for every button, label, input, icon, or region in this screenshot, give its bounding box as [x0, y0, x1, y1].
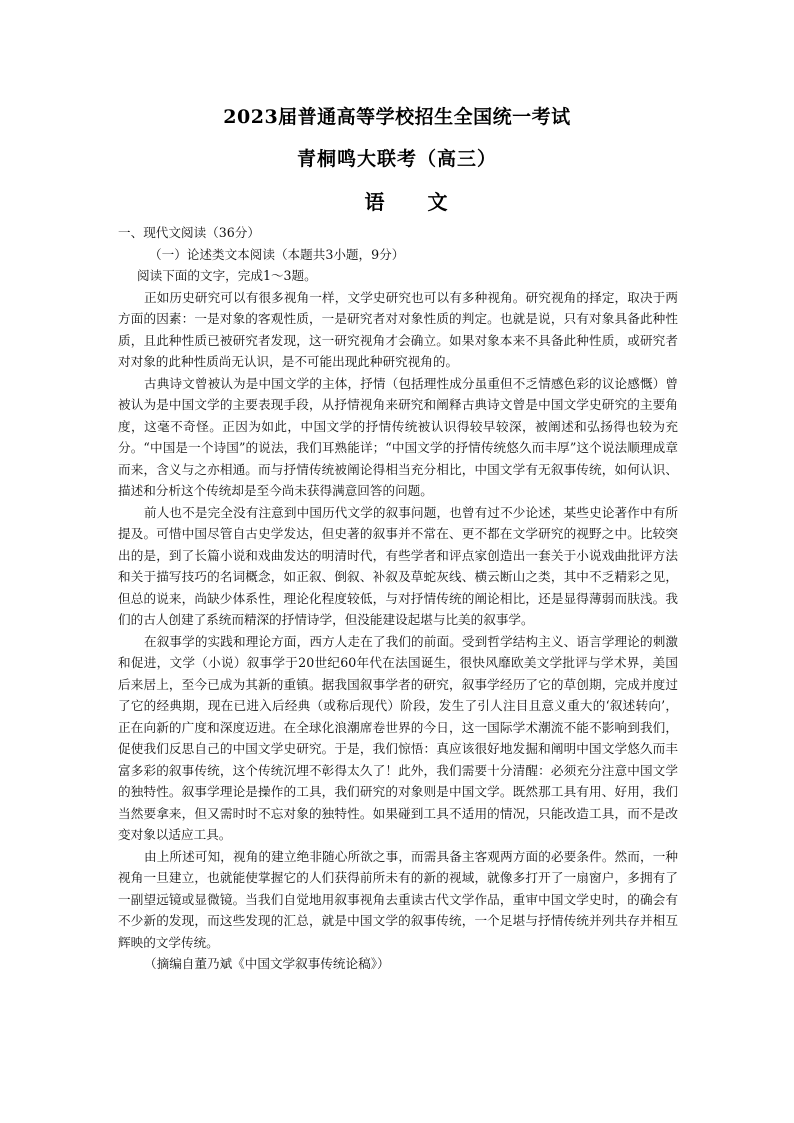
passage-paragraph-5: 由上所述可知，视角的建立绝非随心所欲之事，而需具备主客观两方面的必要条件。然而，一种视角一旦建立，也就能使掌握它的人们获得前所未有的新的视域，就像多打开了一扇窗户，多拥有了一副望远镜或显微镜。当我们自觉地用叙事视角去重读古代文学作品，重审中国文学史时，的确会有不少新的发现，而这些发现的汇总，就是中国文学的叙事传统，一个足堪与抒情传统并列共存并相互辉映的文学传统。	[118, 848, 678, 950]
exam-subtitle: 青桐鸣大联考（高三）	[296, 148, 497, 170]
section-heading: 一、现代文阅读（36分）	[118, 225, 260, 240]
passage-paragraph-1: 正如历史研究可以有很多视角一样，文学史研究也可以有多种视角。研究视角的择定，取决于两方面的因素：一是对象的客观性质，一是研究者对对象性质的判定。也就是说，只有对象具备此种性质，且此种性质已被研究者发现，这一研究视角才会确立。如果对象本来不具备此种性质，或研究者对对象的此种性质尚无认识，是不可能出现此种研究视角的。	[118, 289, 678, 369]
passage-paragraph-2: 古典诗文曾被认为是中国文学的主体，抒情（包括理性成分虽重但不乏情感色彩的议论感慨）曾被认为是中国文学的主要表现手段，从抒情视角来研究和阐释古典诗文曾是中国文学史研究的主要角度，这毫不奇怪。正因为如此，中国文学的抒情传统被认识得较早较深，被阐述和弘扬得也较为充分。“中国是一个诗国”的说法，我们耳熟能详；“中国文学的抒情传统悠久而丰厚”这个说法顺理成章而来，含义与之亦相通。而与抒情传统被阐论得相当充分相比，中国文学有无叙事传统，如何认识、描述和分析这个传统却是至今尚未获得满意回答的问题。	[118, 375, 678, 498]
passage-source: （摘编自董乃斌《中国文学叙事传统论稿》）	[144, 956, 390, 971]
passage-paragraph-3: 前人也不是完全没有注意到中国历代文学的叙事问题，也曾有过不少论述，某些史论著作中有所提及。可惜中国尽管自古史学发达，但史著的叙事并不常在、更不都在文学研究的视野之中。比较突出的是，到了长篇小说和戏曲发达的明清时代，有些学者和评点家创造出一套关于小说戏曲批评方法和关于描写技巧的名词概念，如正叙、倒叙、补叙及草蛇灰线、横云断山之类，其中不乏精彩之见，但总的说来，尚缺少体系性，理论化程度较低，与对抒情传统的阐论相比，还是显得薄弱而肤浅。我们的古人创建了系统而精深的抒情诗学，但没能建设起堪与比美的叙事学。	[118, 504, 678, 627]
reading-instruction: 阅读下面的文字，完成1～3题。	[137, 268, 317, 283]
subsection-heading: （一）论述类文本阅读（本题共3小题，9分）	[149, 246, 405, 262]
passage-paragraph-4: 在叙事学的实践和理论方面，西方人走在了我们的前面。受到哲学结构主义、语言学理论的刺激和促进，文学（小说）叙事学于20世纪60年代在法国诞生，很快风靡欧美文学批评与学术界，美国后来居上，至今已成为其新的重镇。据我国叙事学者的研究，叙事学经历了它的草创期，完成并度过了它的经典期，现在已进入后经典（或称后现代）阶段，发生了引人注目且意义重大的‘叙述转向’，正在向新的广度和深度迈进。在全球化浪潮席卷世界的今日，这一国际学术潮流不能不影响到我们，促使我们反思自己的中国文学史研究。于是，我们惊悟：真应该很好地发掘和阐明中国文学悠久而丰富多彩的叙事传统，这个传统沉埋不彰得太久了！此外，我们需要十分清醒：必须充分注意中国文学的独特性。叙事学理论是操作的工具，我们研究的对象则是中国文学。既然那工具有用、好用，我们当然要拿来，但又需时时不忘对象的独特性。如果碰到工具不适用的情况，只能改造工具，而不是改变对象以适应工具。	[118, 633, 678, 842]
subject-title: 语 文	[364, 190, 466, 214]
exam-title: 2023届普通高等学校招生全国统一考试	[223, 106, 571, 128]
reading-section	[118, 222, 678, 975]
